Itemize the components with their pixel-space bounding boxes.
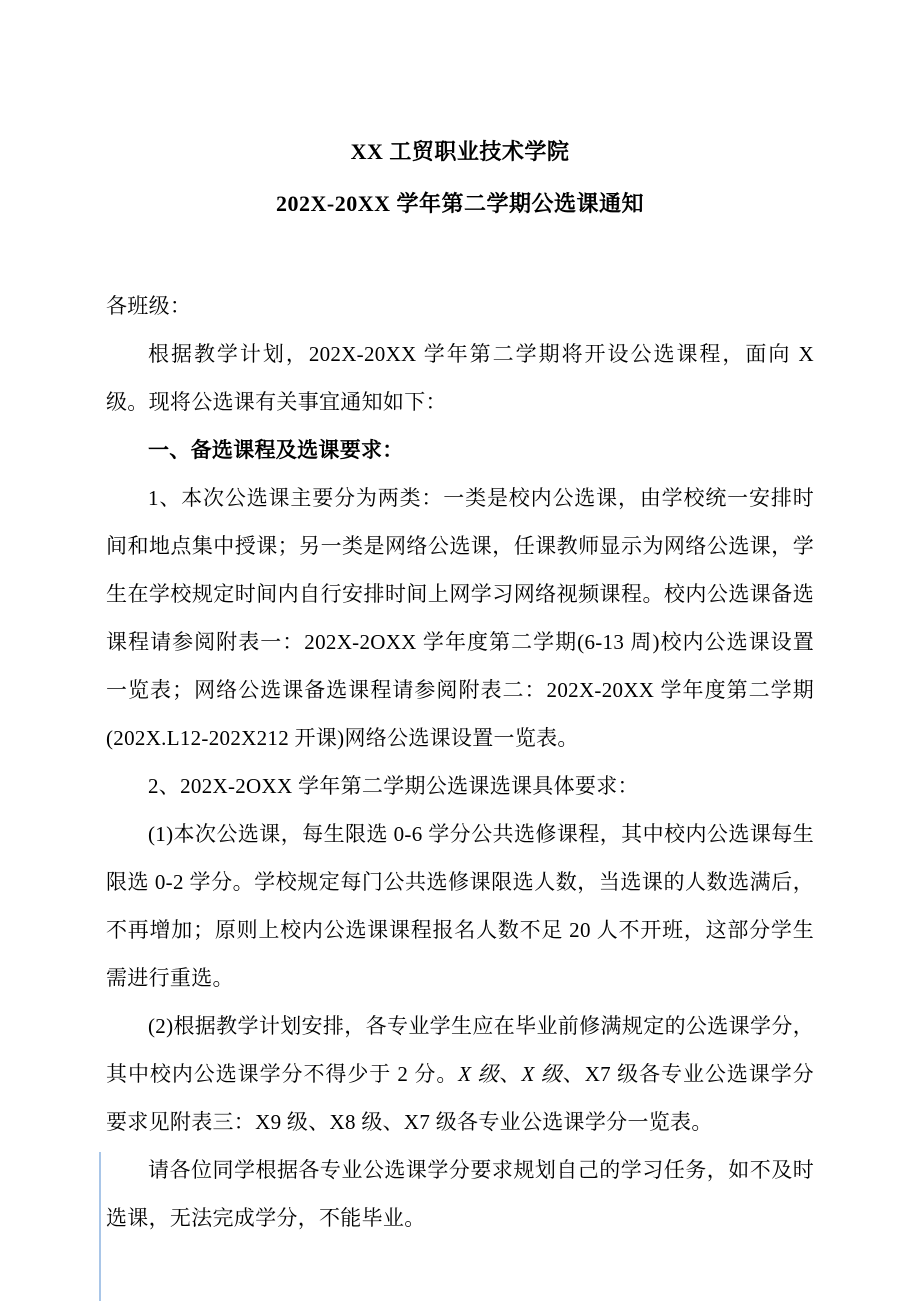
document-title-block <box>106 126 814 230</box>
document-title-line-2: 202X-20XX 学年第二学期公选课通知 <box>276 191 644 216</box>
text-run: 请各位同学根据各专业公选课学分要求规划自己的学习任务，如不及时选课，无法完成学分，不能毕业。 <box>106 1158 814 1230</box>
text-run: X 级 <box>521 1062 563 1086</box>
paragraph <box>106 282 814 330</box>
text-run: 1、本次公选课主要分为两类：一类是校内公选课，由学校统一安排时间和地点集中授课；另一类是网络公选课，任课教师显示为网络公选课，学生在学校规定时间内自行安排时间上网学习网络视频课程。校内公选课备选课程请参阅附表一：202X-2OXX 学年度第二学期(6-13 周)校内公选课设置一览表；网络公选课备选课程请参阅附表二：202X-20XX 学年度第二学期(202X.L12-202X212 开课)网络公选课设置一览表。 <box>106 486 814 750</box>
paragraph <box>106 330 814 426</box>
text-run: 2、202X-2OXX 学年第二学期公选课选课具体要求： <box>148 774 639 798</box>
paragraph <box>106 810 814 1002</box>
text-run: 根据教学计划，202X-20XX 学年第二学期将开设公选课程，面向 X 级。现将公选课有关事宜通知如下： <box>106 342 814 414</box>
paragraph <box>106 1002 814 1146</box>
paragraphs <box>106 282 814 1242</box>
text-run: 、 <box>499 1062 522 1086</box>
text-run: X 级 <box>458 1062 500 1086</box>
document-content <box>106 126 814 1242</box>
revision-change-bar <box>99 1152 101 1301</box>
paragraph <box>106 762 814 810</box>
text-run: 、X7 级各专业公选课学分要求见附表三：X9 级、X8 级、X7 级各专业公选课学分一览表。 <box>106 1062 814 1134</box>
text-run: 一、备选课程及选课要求： <box>148 438 404 462</box>
paragraph <box>106 1146 814 1242</box>
document-title-line-1: XX 工贸职业技术学院 <box>350 139 570 164</box>
text-run: 各班级： <box>106 294 192 318</box>
text-run: (2)根据教学计划安排，各专业学生应在毕业前修满规定的公选课学分，其中校内公选课学分不得少于 2 分。 <box>106 1014 814 1086</box>
text-run: (1)本次公选课，每生限选 0-6 学分公共选修课程，其中校内公选课每生限选 0-2 学分。学校规定每门公共选修课限选人数，当选课的人数选满后，不再增加；原则上校内公选课课程报名人数不足 20 人不开班，这部分学生需进行重选。 <box>106 822 814 990</box>
paragraph <box>106 426 814 474</box>
paragraph <box>106 474 814 762</box>
